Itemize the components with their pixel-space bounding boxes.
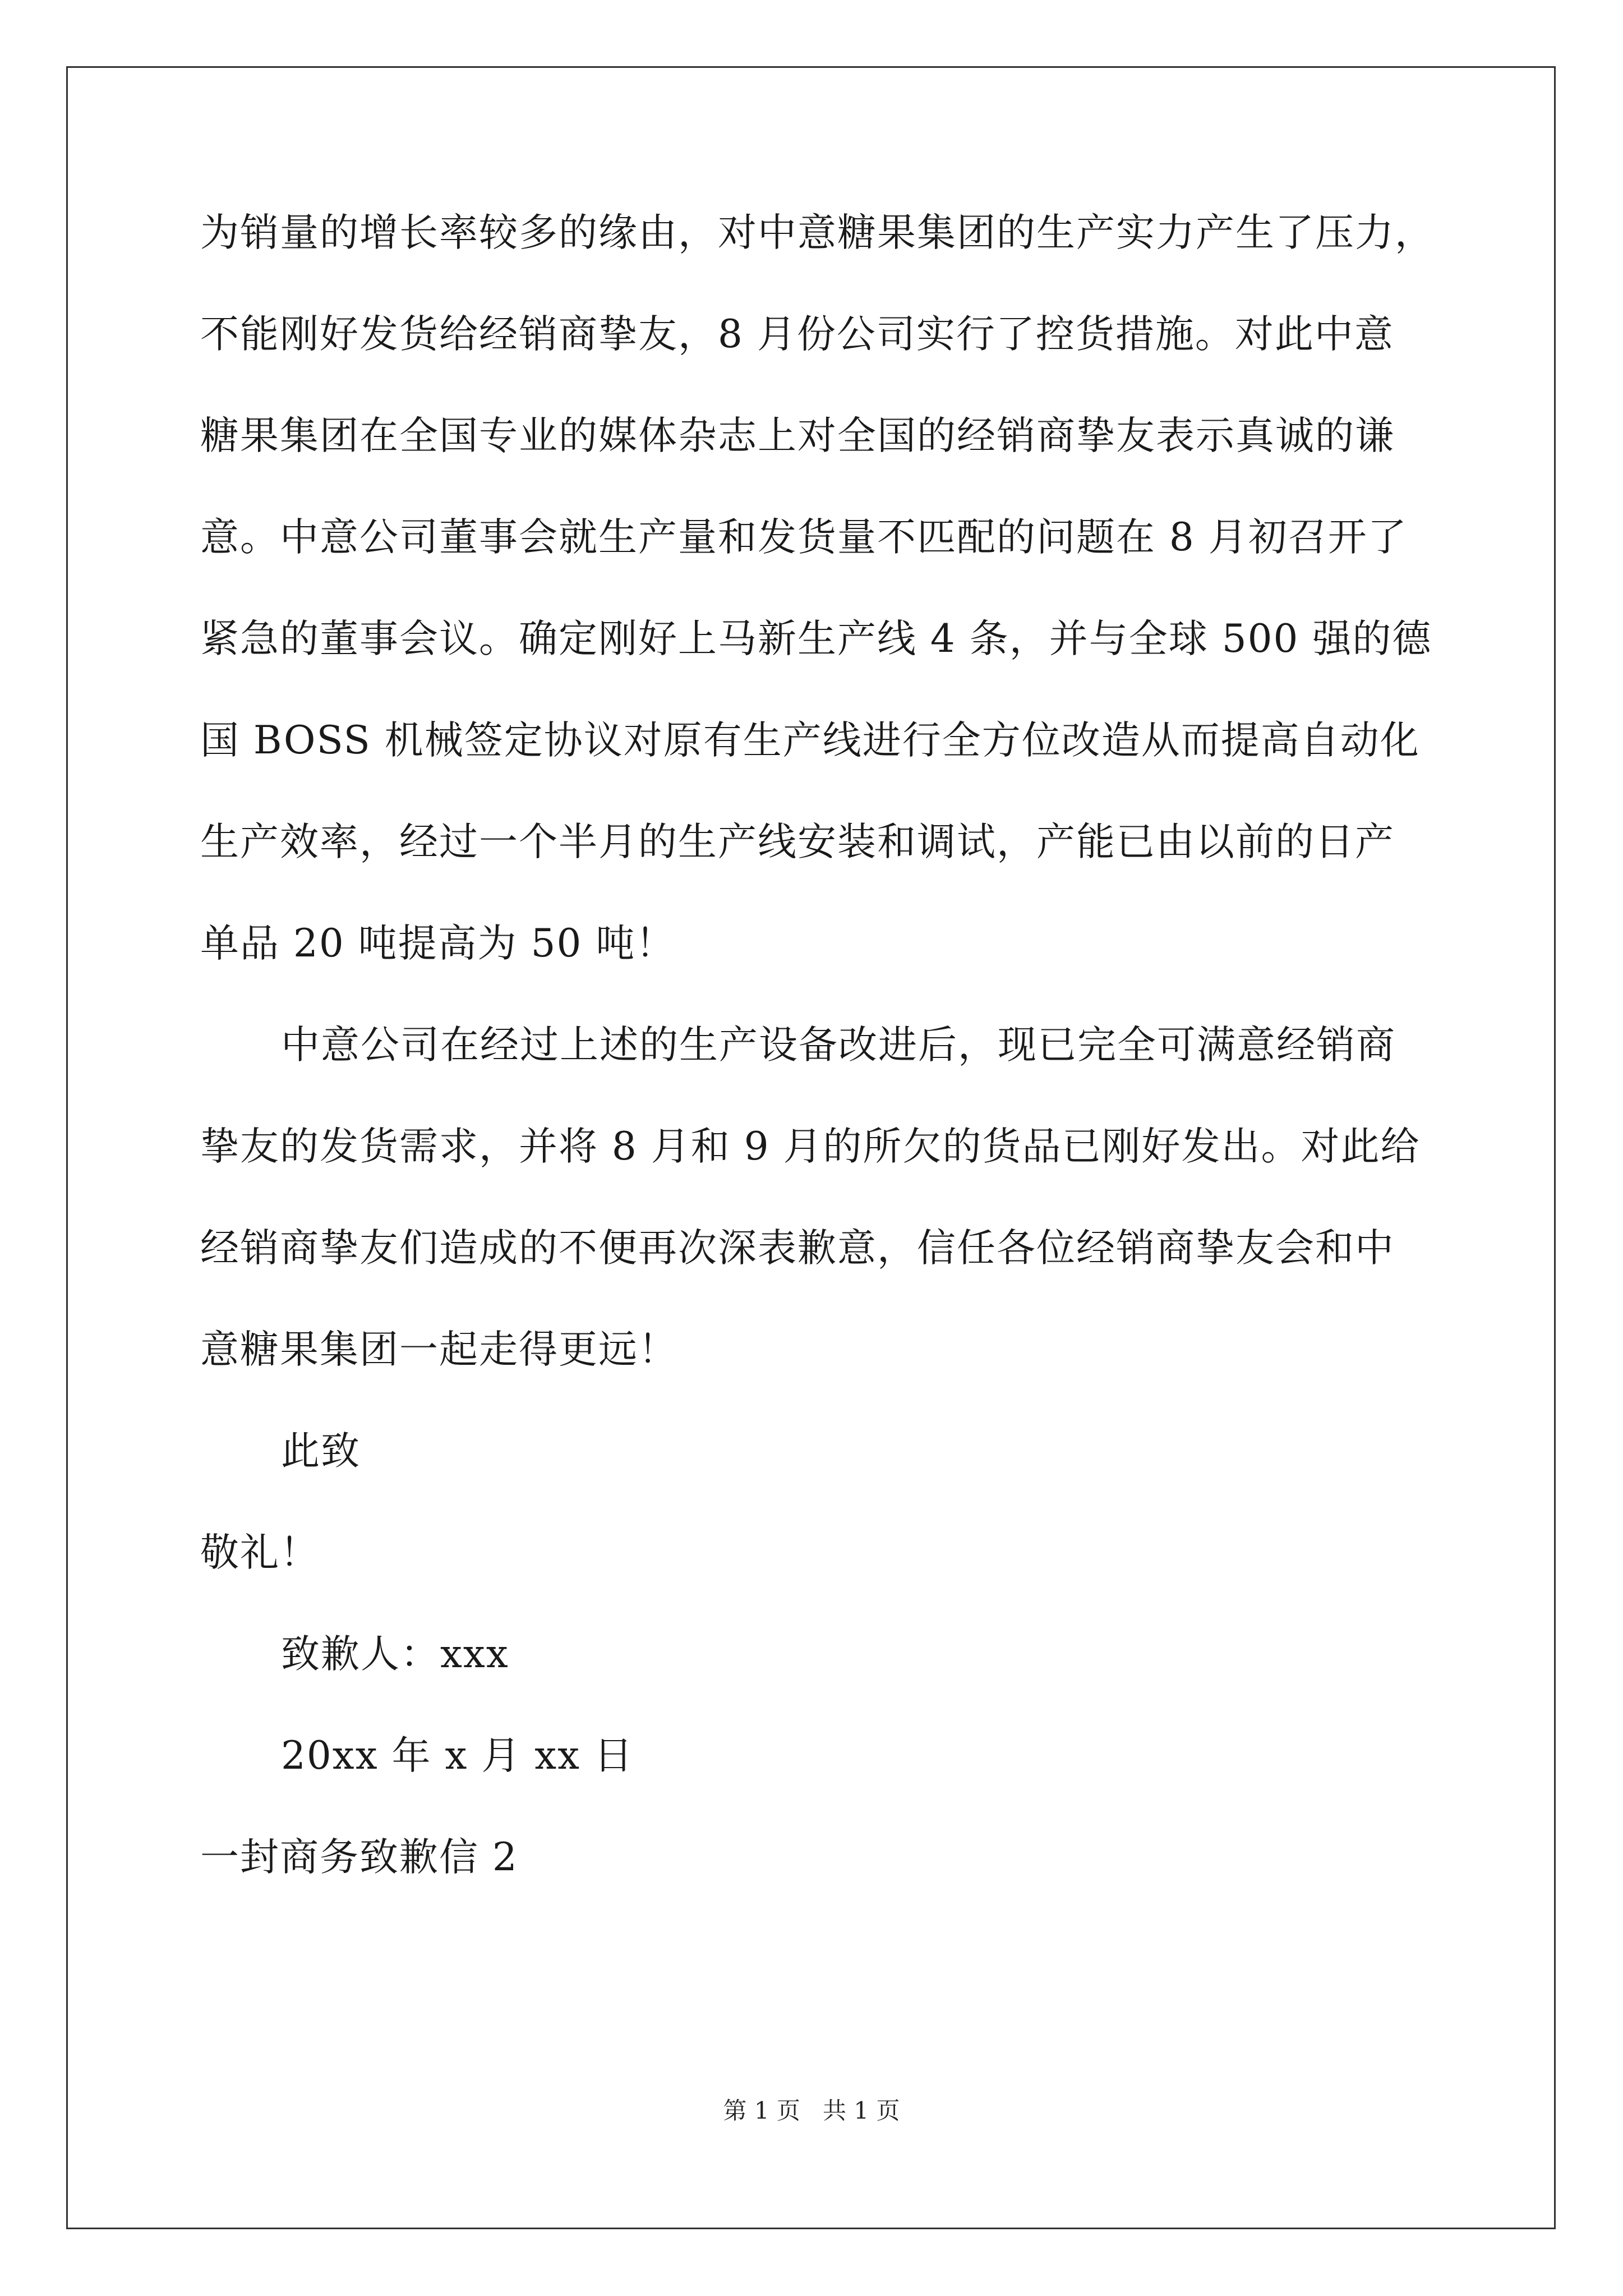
date-line: 20xx 年 x 月 xx 日 (281, 1733, 634, 1778)
page-number: 第 1 页 共 1 页 (723, 2097, 900, 2124)
paragraph-line: 中意公司在经过上述的生产设备改进后，现已完全可满意经销商 (281, 1023, 1396, 1068)
paragraph-line: 意。中意公司董事会就生产量和发货量不匹配的问题在 8 月初召开了 (200, 515, 1408, 560)
paragraph-line: 糖果集团在全国专业的媒体杂志上对全国的经销商挚友表示真诚的谦 (200, 413, 1395, 458)
signature-line: 致歉人：xxx (281, 1632, 509, 1677)
section-title: 一封商务致歉信 2 (200, 1835, 518, 1880)
paragraph-line: 为销量的增长率较多的缘由，对中意糖果集团的生产实力产生了压力， (200, 210, 1435, 255)
paragraph-line: 不能刚好发货给经销商挚友，8 月份公司实行了控货措施。对此中意 (200, 312, 1394, 357)
closing-salutation: 此致 (281, 1429, 361, 1474)
paragraph-line: 紧急的董事会议。确定刚好上马新生产线 4 条，并与全球 500 强的德 (200, 616, 1432, 661)
paragraph-line: 生产效率，经过一个半月的生产线安装和调试，产能已由以前的日产 (200, 820, 1395, 864)
document-body (200, 208, 1434, 1934)
paragraph-line: 挚友的发货需求，并将 8 月和 9 月的所欠的货品已刚好发出。对此给 (200, 1124, 1421, 1169)
paragraph-line: 意糖果集团一起走得更远！ (200, 1327, 678, 1372)
paragraph-line: 单品 20 吨提高为 50 吨！ (200, 921, 676, 966)
paragraph-line: 国 BOSS 机械签定协议对原有生产线进行全方位改造从而提高自动化 (200, 718, 1420, 763)
closing-regards: 敬礼！ (200, 1530, 320, 1575)
paragraph-line: 经销商挚友们造成的不便再次深表歉意，信任各位经销商挚友会和中 (200, 1226, 1395, 1271)
